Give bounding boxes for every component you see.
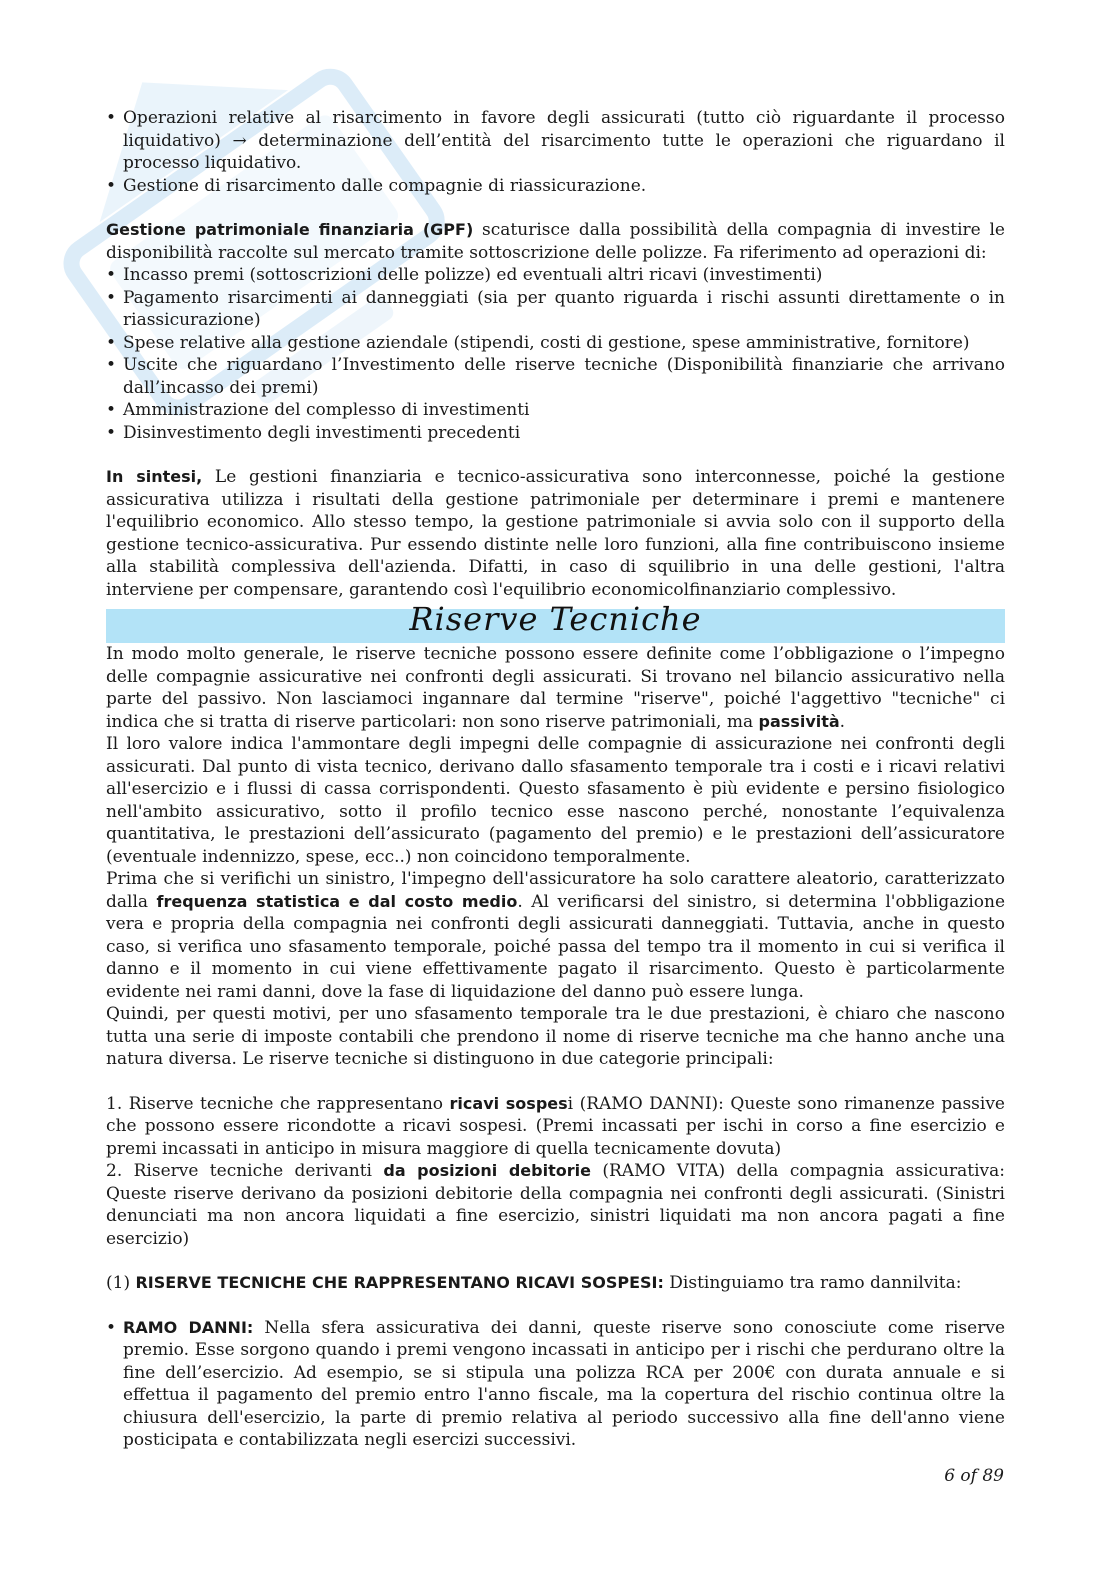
list-item: • Amministrazione del complesso di investimenti <box>106 399 1005 422</box>
text-span: (RAMO VITA) della compagnia assicurativa: Queste riserve derivano da posizioni debitorie della compagnia nei confronti degli assicurati. (Sinistri denunciati ma non ancora liquidati a fine esercizio, sinistri liquidati ma non ancora pagati a fine esercizio) <box>106 1161 1005 1249</box>
list-item: • Incasso premi (sottoscrizioni delle polizze) ed eventuali altri ricavi (investimenti) <box>106 264 1005 287</box>
text-span: (1) <box>106 1273 136 1293</box>
top-bullet-list <box>106 107 1005 197</box>
list-item: • Spese relative alla gestione aziendale (stipendi, costi di gestione, spese amministrative, fornitore) <box>106 332 1005 355</box>
sintesi-paragraph <box>106 466 1005 601</box>
categoria-2 <box>106 1160 1005 1250</box>
gpf-list <box>106 264 1005 444</box>
list-item: • Gestione di risarcimento dalle compagnie di riassicurazione. <box>106 175 1005 198</box>
categoria-1 <box>106 1093 1005 1161</box>
text-span: i (RAMO DANNI): Queste sono rimanenze passive che possono essere ricondotte a ricavi sospesi. (Premi incassati per ischi in corso a fine esercizio e premi incassati in anticipo in misura maggiore di quella tecnicamente dovuta) <box>106 1093 1005 1159</box>
list-item: • Pagamento risarcimenti ai danneggiati (sia per quanto riguarda i rischi assunti direttamente o in riassicurazione) <box>106 287 1005 332</box>
riserve-paragraph-3 <box>106 868 1005 1003</box>
text-span: Distinguiamo tra ramo dannilvita: <box>663 1273 962 1293</box>
section-banner <box>106 600 1005 643</box>
list-item: • Uscite che riguardano l’Investimento delle riserve tecniche (Disponibilità finanziarie che arrivano dall’incasso dei premi) <box>106 354 1005 399</box>
gpf-intro: scaturisce dalla possibilità della compagnia di investire le disponibilità raccolte sul mercato tramite sottoscrizione delle polizze. Fa riferimento ad operazioni di: <box>106 220 1005 263</box>
text-span: In modo molto generale, le riserve tecniche possono essere definite come l’obbligazione o l’impegno delle compagnie assicurative nei confronti degli assicurati. Si trovano nel bilancio assicurativo nella parte del passivo. Non lasciamoci ingannare dal termine "riserve", poiché l'aggettivo "tecniche" ci indica che si tratta di riserve particolari: non sono riserve patrimoniali, ma <box>106 644 1005 732</box>
sintesi-label: In sintesi, <box>106 467 203 486</box>
list-item-ramo-danni <box>106 1317 1005 1452</box>
gpf-paragraph <box>106 219 1005 264</box>
gpf-title: Gestione patrimoniale finanziaria (GPF) <box>106 220 474 239</box>
riserve-paragraph-4: Quindi, per questi motivi, per uno sfasamento temporale tra le due prestazioni, è chiaro che nascono tutta una serie di imposte contabili che prendono il nome di riserve tecniche ma che hanno anche una natura diversa. Le riserve tecniche si distinguono in due categorie principali: <box>106 1004 1005 1069</box>
text-span: . <box>839 711 846 732</box>
bold-sospesi-title: RISERVE TECNICHE CHE RAPPRESENTANO RICAVI SOSPESI: <box>135 1273 664 1292</box>
page-number: 6 of 89 <box>944 1466 1004 1486</box>
riserve-paragraph-1 <box>106 643 1005 733</box>
sospesi-heading <box>106 1272 1005 1295</box>
riserve-paragraph-2: Il loro valore indica l'ammontare degli impegni delle compagnie di assicurazione nei confronti degli assicurati. Dal punto di vista tecnico, derivano dallo sfasamento temporale tra i costi e i ricavi relativi all'esercizio e i flussi di cassa corrispondenti. Questo sfasamento è più evidente e persino fisiologico nell'ambito assicurativo, sotto il profilo tecnico esse nascono perché, nonostante l’equivalenza quantitativa, le prestazioni dell’assicurato (pagamento del premio) e le prestazioni dell’assicuratore (eventuale indennizzo, spese, ecc..) non coincidono temporalmente. <box>106 734 1005 867</box>
list-item: • Disinvestimento degli investimenti precedenti <box>106 422 1005 445</box>
bold-frequenza: frequenza statistica e dal costo medio <box>156 891 518 911</box>
page-content <box>106 107 1005 1452</box>
list-item: • Operazioni relative al risarcimento in favore degli assicurati (tutto ciò riguardante il processo liquidativo) → determinazione dell’entità del risarcimento tutte le operazioni che riguardano il processo liquidativo. <box>106 107 1005 175</box>
ramo-list <box>106 1317 1005 1452</box>
bold-posizioni-debitorie: da posizioni debitorie <box>383 1161 591 1180</box>
section-title: Riserve Tecniche <box>409 600 702 638</box>
bold-ramo-danni: RAMO DANNI: <box>123 1317 254 1337</box>
text-span: . Al verificarsi del sinistro, si determina l'obbligazione vera e propria della compagnia nei confronti degli assicurati danneggiati. Tuttavia, anche in questo caso, si verifica uno sfasamento temporale, poiché passa del tempo tra il momento in cui si verifica il danno e il momento in cui viene effettivamente pagato il risarcimento. Questo è particolarmente evidente nei rami danni, dove la fase di liquidazione del danno può essere lunga. <box>106 891 1006 1002</box>
bold-ricavi-sospesi: ricavi sospes <box>449 1093 568 1113</box>
text-span: 1. Riserve tecniche che rappresentano <box>106 1093 450 1114</box>
sintesi-text: Le gestioni finanziaria e tecnico-assicurativa sono interconnesse, poiché la gestione assicurativa utilizza i risultati della gestione patrimoniale per determinare i premi e mantenere l'equilibrio economico. Allo stesso tempo, la gestione patrimoniale si avvia solo con il supporto della gestione tecnico-assicurativa. Pur essendo distinte nelle loro funzioni, alla fine contribuiscono insieme alla stabilità complessiva dell'azienda. Difatti, in caso di squilibrio in una delle gestioni, l'altra interviene per compensare, garantendo così l'equilibrio economicolfinanziario complessivo. <box>106 467 1006 600</box>
text-span: 2. Riserve tecniche derivanti <box>106 1161 384 1181</box>
text-span: Prima che si verifichi un sinistro, l'impegno dell'assicuratore ha solo carattere aleatorio, caratterizzato dalla <box>106 869 1005 912</box>
bold-passivita: passività <box>758 711 840 731</box>
text-span: Nella sfera assicurativa dei danni, queste riserve sono conosciute come riserve premio. Esse sorgono quando i premi vengono incassati in anticipo per i rischi che perdurano oltre la fine dell’esercizio. Ad esempio, se si stipula una polizza RCA per 200€ con durata annuale e si effettua il pagamento del premio entro l'anno fiscale, ma la copertura del rischio continua oltre la chiusura dell'esercizio, la parte di premio relativa al periodo successivo alla fine dell'anno viene posticipata e contabilizzata negli esercizi successivi. <box>123 1317 1006 1450</box>
